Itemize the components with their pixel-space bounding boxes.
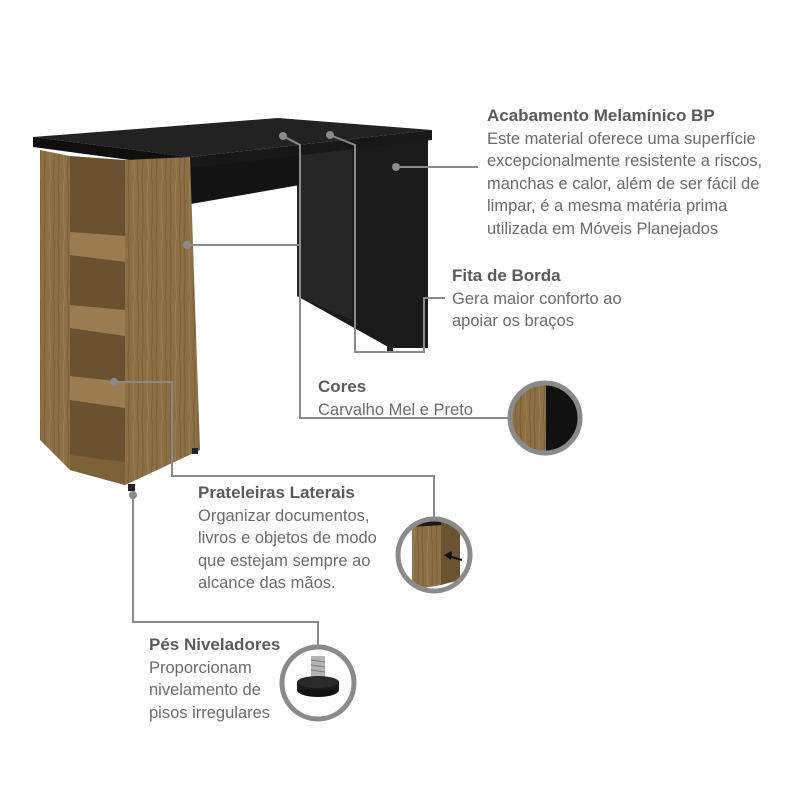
callout-fita-line: apoiar os braços xyxy=(452,312,574,330)
callout-acabamento-line: excepcionalmente resistente a riscos, xyxy=(487,152,763,170)
callout-prateleiras-line: Organizar documentos, xyxy=(198,506,370,525)
desk-right-leg-side xyxy=(297,140,352,320)
callout-fita xyxy=(452,265,622,333)
color-swatch-detail xyxy=(508,380,586,460)
callout-pes-line: Proporcionam xyxy=(149,658,252,677)
bookcase-side-panel xyxy=(40,150,70,470)
callout-dot xyxy=(392,163,400,171)
callout-prateleiras xyxy=(198,482,377,595)
callout-acabamento-line: Este material oferece uma superfície xyxy=(487,129,756,148)
desk-foot xyxy=(128,484,135,491)
callout-acabamento-line: manchas e calor, além de ser fácil de xyxy=(487,174,760,193)
callout-pes-line: nivelamento de xyxy=(149,681,261,699)
desk-foot xyxy=(192,448,198,454)
callout-pes xyxy=(149,634,280,724)
bookcase-front-panel xyxy=(125,157,200,485)
callout-dot xyxy=(110,378,118,386)
callout-pes-line: pisos irregulares xyxy=(149,703,271,722)
callout-cores-title: Cores xyxy=(318,377,367,396)
shelf-detail xyxy=(398,518,470,591)
callout-prateleiras-title: Prateleiras Laterais xyxy=(198,483,355,502)
callout-dot xyxy=(279,132,287,140)
callout-acabamento xyxy=(487,105,762,240)
callout-prateleiras-line: livros e objetos de modo xyxy=(198,529,377,547)
callout-cores xyxy=(318,376,473,421)
desk xyxy=(33,118,432,491)
callout-prateleiras-line: que estejam sempre ao xyxy=(198,551,371,570)
callout-dot xyxy=(326,131,334,139)
callout-acabamento-line: limpar, é a mesma matéria prima xyxy=(487,197,728,215)
callout-cores-line: Carvalho Mel e Preto xyxy=(318,400,473,419)
callout-acabamento-title: Acabamento Melamínico BP xyxy=(487,106,715,125)
callout-prateleiras-line: alcance das mãos. xyxy=(198,574,336,592)
callout-pes-title: Pés Niveladores xyxy=(149,635,281,654)
callout-fita-title: Fita de Borda xyxy=(452,266,561,285)
callout-dot xyxy=(129,491,137,499)
leveling-foot-detail xyxy=(282,647,354,719)
callout-fita-line: Gera maior conforto ao xyxy=(452,289,622,308)
callout-dot xyxy=(183,241,191,249)
callout-acabamento-line: utilizada em Móveis Planejados xyxy=(487,219,719,238)
desk-foot xyxy=(387,345,393,351)
